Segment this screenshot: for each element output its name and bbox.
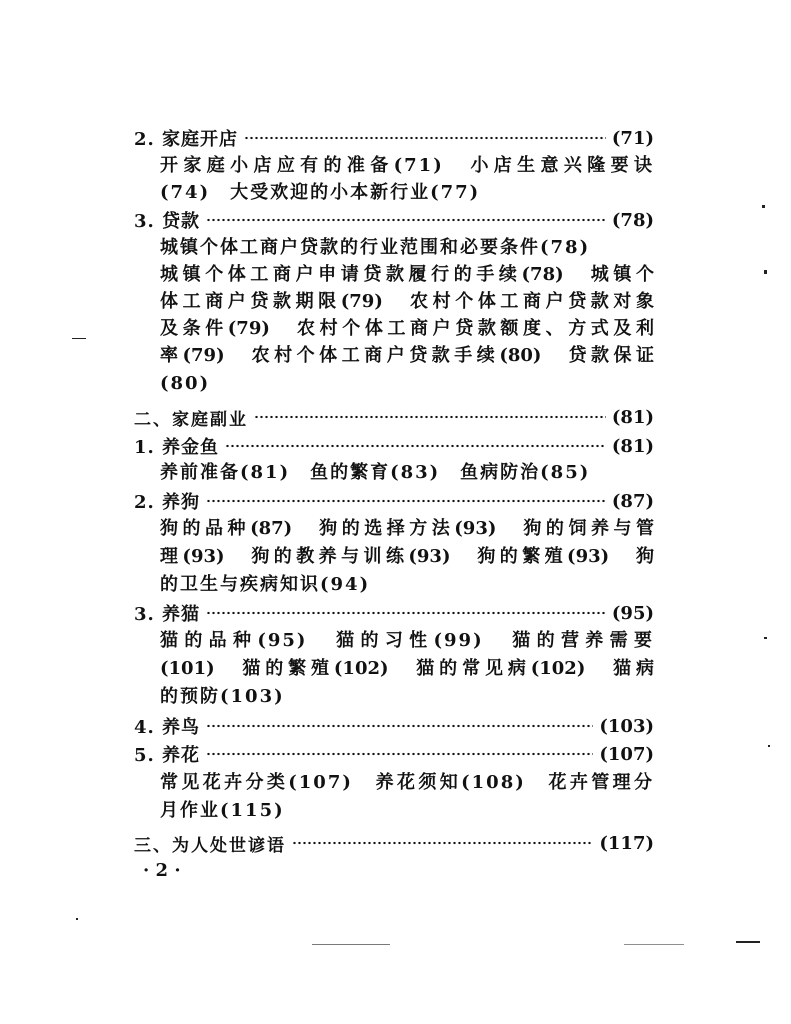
toc-part-proverbs bbox=[134, 830, 654, 856]
scan-speck bbox=[764, 637, 767, 639]
scan-speck bbox=[762, 205, 765, 208]
toc-entry-cat bbox=[134, 600, 654, 626]
toc-entry-heading: 2. 养狗 bbox=[134, 492, 201, 513]
toc-entry-loan bbox=[134, 207, 654, 233]
toc-entry-bird bbox=[134, 713, 654, 739]
toc-entry-heading: 3. 养猫 bbox=[134, 604, 201, 625]
scan-speck bbox=[72, 338, 86, 339]
toc-subentry-line: 狗的品种(87) 狗的选择方法(93) 狗的饲养与管 bbox=[160, 518, 654, 539]
toc-subentry-line: 养前准备(81) 鱼的繁育(83) 鱼病防治(85) bbox=[160, 462, 591, 483]
toc-part-heading: 三、为人处世谚语 bbox=[134, 835, 286, 856]
scan-speck bbox=[76, 918, 78, 920]
toc-entry-flower bbox=[134, 741, 654, 767]
dot-leader bbox=[225, 444, 606, 448]
dot-leader bbox=[206, 752, 593, 756]
dot-leader bbox=[206, 611, 606, 615]
toc-entry-family-shop bbox=[134, 125, 654, 151]
toc-entry-heading: 3. 贷款 bbox=[134, 211, 201, 232]
dot-leader bbox=[254, 415, 606, 419]
toc-part-heading: 二、家庭副业 bbox=[134, 409, 248, 430]
toc-subentry-line: (101) 猫的繁殖(102) 猫的常见病(102) 猫病 bbox=[160, 658, 654, 679]
dot-leader bbox=[206, 499, 606, 503]
toc-subentry-line: 率(79) 农村个体工商户贷款手续(80) 贷款保证 bbox=[160, 345, 654, 366]
scan-speck bbox=[736, 941, 760, 943]
page-number: · 2 · bbox=[143, 860, 181, 881]
toc-entry-page-number: (107) bbox=[599, 743, 654, 765]
toc-entry-heading: 5. 养花 bbox=[134, 745, 201, 766]
toc-part-sideline bbox=[134, 404, 654, 430]
toc-subentry-line: 开家庭小店应有的准备(71) 小店生意兴隆要诀 bbox=[160, 155, 654, 176]
dot-leader bbox=[292, 841, 593, 845]
toc-subentry-line: 体工商户贷款期限(79) 农村个体工商户贷款对象 bbox=[160, 291, 654, 312]
toc-entry-page-number: (95) bbox=[611, 602, 654, 624]
toc-entry-page-number: (81) bbox=[611, 406, 654, 428]
scan-speck bbox=[764, 270, 767, 274]
toc-subentry-line: 猫的品种(95) 猫的习性(99) 猫的营养需要 bbox=[160, 630, 654, 651]
toc-entry-page-number: (117) bbox=[599, 832, 654, 854]
toc-subentry-line: 理(93) 狗的教养与训练(93) 狗的繁殖(93) 狗 bbox=[160, 546, 654, 567]
toc-subentry-line: (74) 大受欢迎的小本新行业(77) bbox=[160, 182, 481, 203]
dot-leader bbox=[206, 218, 606, 222]
toc-subentry-line: 的卫生与疾病知识(94) bbox=[160, 574, 371, 595]
toc-subentry-line: 的预防(103) bbox=[160, 686, 285, 707]
dot-leader bbox=[206, 724, 593, 728]
toc-subentry-line: 城镇个体工商户申请贷款履行的手续(78) 城镇个 bbox=[160, 264, 654, 285]
toc-entry-page-number: (71) bbox=[611, 127, 654, 149]
toc-entry-heading: 4. 养鸟 bbox=[134, 717, 201, 738]
scan-speck bbox=[624, 944, 684, 945]
toc-entry-dog bbox=[134, 488, 654, 514]
toc-subentry-line: 及条件(79) 农村个体工商户贷款额度、方式及利 bbox=[160, 318, 654, 339]
toc-subentry-line: 城镇个体工商户贷款的行业范围和必要条件(78) bbox=[160, 237, 591, 258]
toc-entry-heading: 1. 养金鱼 bbox=[134, 437, 220, 458]
toc-entry-page-number: (103) bbox=[599, 715, 654, 737]
toc-subentry-line: (80) bbox=[160, 373, 211, 394]
dot-leader bbox=[244, 136, 606, 140]
toc-subentry-line: 常见花卉分类(107) 养花须知(108) 花卉管理分 bbox=[160, 772, 654, 793]
scan-speck bbox=[768, 745, 770, 747]
toc-entry-heading: 2. 家庭开店 bbox=[134, 129, 239, 150]
toc-entry-page-number: (78) bbox=[611, 209, 654, 231]
toc-entry-page-number: (87) bbox=[611, 490, 654, 512]
toc-entry-page-number: (81) bbox=[611, 435, 654, 457]
toc-entry-goldfish bbox=[134, 433, 654, 459]
scan-speck bbox=[312, 944, 390, 945]
toc-subentry-line: 月作业(115) bbox=[160, 800, 285, 821]
